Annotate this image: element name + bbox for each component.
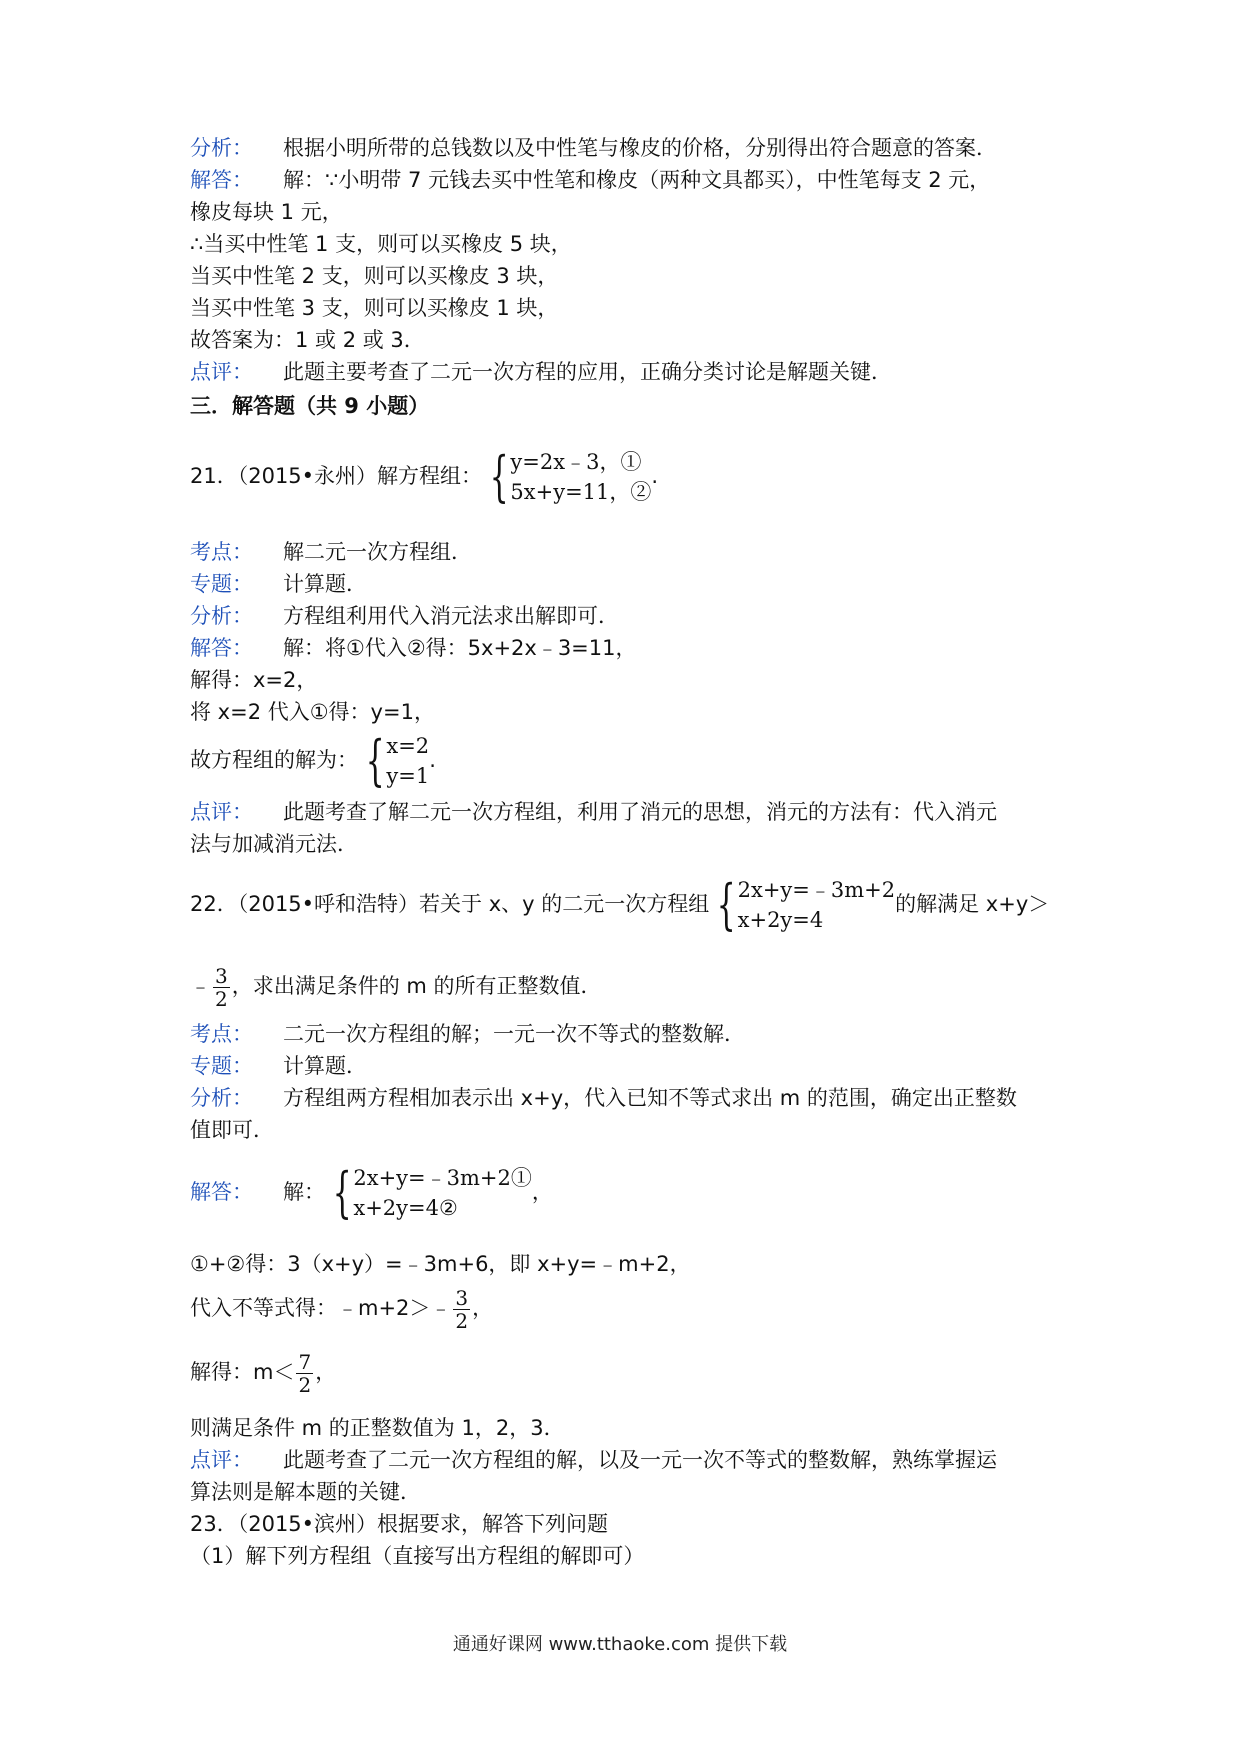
q22-line-6: 则满足条件 m 的正整数值为 1，2，3． [190,1416,565,1440]
q21-stem-end: . [651,464,659,488]
q22-comment-line [190,1444,997,1476]
q21-topic-text: 计算题． [283,572,367,596]
q22-stem-line [190,874,1049,935]
q20-line-2: 橡皮每块 1 元， [190,200,343,224]
q22-line-5 [190,1348,336,1396]
section-title: 三．解答题（共 9 小题） [190,394,430,418]
q21-comment-text: 此题考查了解二元一次方程组，利用了消元的思想，消元的方法有：代入消元 [283,800,997,824]
q21-comment-line-2: 法与加减消元法． [190,832,358,856]
q22-line-4-post: ， [472,1296,494,1320]
q22-analysis-line [190,1082,1017,1114]
q21-comment-line [190,796,997,828]
q22-answer-line [190,1162,553,1223]
q21-point-line [190,536,472,568]
q22-line-5-pre: 解得：m＜ [190,1360,295,1384]
topic-label: 专题： [190,1054,253,1078]
q22-answer-system [325,1163,532,1223]
q22-analysis-text: 方程组两方程相加表示出 x+y，代入已知不等式求出 m 的范围，确定出正整数 [283,1086,1017,1110]
q22-answer-equation-2: x+2y=4② [353,1196,458,1220]
q21-analysis-line [190,600,619,632]
q21-solution-y: y=1 [386,764,430,788]
fraction-numerator: 7 [298,1349,312,1374]
q21-analysis-text: 方程组利用代入消元法求出解即可． [283,604,619,628]
q22-equation-system [709,875,895,935]
q21-equation-1: y=2x﹣3，① [510,450,642,474]
fraction-denominator: 2 [455,1308,469,1333]
topic-label: 专题： [190,572,253,596]
comment-label: 点评： [190,360,253,384]
q22-line-4 [190,1284,493,1332]
q22-equation-1: 2x+y=﹣3m+2 [737,878,896,902]
fraction-numerator: 3 [455,1285,469,1310]
q23-stem: 23．（2015•滨州）根据要求，解答下列问题 [190,1512,609,1536]
q22-stem: 22．（2015•呼和浩特）若关于 x、y 的二元一次方程组 [190,892,710,916]
q20-comment-text: 此题主要考查了二元一次方程的应用，正确分类讨论是解题关键． [283,360,892,384]
q21-line-4: 故方程组的解为： [190,748,358,772]
answer-label: 解答： [190,168,253,192]
analysis-label: 分析： [190,136,253,160]
q20-line-6: 故答案为：1 或 2 或 3． [190,328,425,352]
q21-line-2: 解得：x=2， [190,668,318,692]
q21-stem: 21．（2015•永州）解方程组： [190,464,483,488]
point-label: 考点： [190,1022,253,1046]
q22-line-4-pre: 代入不等式得：﹣m+2＞﹣ [190,1296,452,1320]
fraction-three-halves [453,1287,470,1332]
q21-answer-text: 解：将①代入②得：5x+2x﹣3=11， [283,636,637,660]
q22-line-5-post: ， [315,1360,337,1384]
q20-line-4: 当买中性笔 2 支，则可以买橡皮 3 块， [190,264,559,288]
analysis-label: 分析： [190,604,253,628]
fraction-numerator: 3 [215,963,228,988]
q21-stem-line [190,446,658,507]
q21-answer-line [190,632,637,664]
comment-label: 点评： [190,800,253,824]
q20-analysis-text: 根据小明所带的总钱数以及中性笔与橡皮的价格，分别得出符合题意的答案． [283,136,997,160]
q23-sub-1: （1）解下列方程组（直接写出方程组的解即可） [190,1544,645,1568]
comment-label: 点评： [190,1448,253,1472]
q21-solution-line [190,730,436,791]
q22-topic-text: 计算题． [283,1054,367,1078]
page-footer: 通通好课网 www.tthaoke.com 提供下载 [452,1634,788,1655]
q21-line-3: 将 x=2 代入①得：y=1， [190,700,435,724]
q22-answer-equation-1: 2x+y=﹣3m+2① [353,1166,532,1190]
answer-label: 解答： [190,1180,253,1204]
q22-line-3: ①+②得：3（x+y）=﹣3m+6，即 x+y=﹣m+2， [190,1252,691,1276]
fraction-denominator: 2 [215,986,228,1011]
fraction-denominator: 2 [298,1372,312,1397]
q21-solution-end: . [429,748,436,772]
q21-equation-system [482,447,651,507]
q22-answer-pre: 解： [283,1180,325,1204]
brace-symbol: { [489,445,509,508]
q22-analysis-line-2: 值即可． [190,1118,274,1142]
q22-comment-text: 此题考查了二元一次方程组的解，以及一元一次不等式的整数解，熟练掌握运 [283,1448,997,1472]
q22-stem-end: 的解满足 x+y＞ [895,892,1050,916]
q20-analysis-line [190,132,997,164]
q21-topic-line [190,568,367,600]
q21-point-text: 解二元一次方程组． [283,540,472,564]
q22-point-text: 二元一次方程组的解；一元一次不等式的整数解． [283,1022,745,1046]
q22-answer-post: ， [531,1180,553,1204]
q20-answer-line [190,164,990,196]
answer-label: 解答： [190,636,253,660]
q22-line-2-pre: ﹣ [190,974,211,998]
brace-symbol: { [716,873,736,936]
fraction-seven-halves [296,1351,313,1396]
analysis-label: 分析： [190,1086,253,1110]
q20-answer-text: 解：∵小明带 7 元钱去买中性笔和橡皮（两种文具都买），中性笔每支 2 元， [283,168,991,192]
q22-point-line [190,1018,745,1050]
q22-topic-line [190,1050,367,1082]
q22-line-2-post: ，求出满足条件的 m 的所有正整数值． [231,974,602,998]
brace-symbol: { [332,1161,352,1224]
q22-equation-2: x+2y=4 [737,908,824,932]
q22-line-2 [190,962,602,1010]
q20-line-5: 当买中性笔 3 支，则可以买橡皮 1 块， [190,296,559,320]
point-label: 考点： [190,540,253,564]
q22-comment-line-2: 算法则是解本题的关键． [190,1480,421,1504]
q21-solution-system [358,731,429,791]
q21-equation-2: 5x+y=11，② [510,480,652,504]
q21-solution-x: x=2 [386,734,430,758]
fraction-three-halves [213,965,230,1010]
q20-comment-line [190,356,892,388]
brace-symbol: { [365,729,385,792]
q20-line-3: ∴当买中性笔 1 支，则可以买橡皮 5 块， [190,232,572,256]
